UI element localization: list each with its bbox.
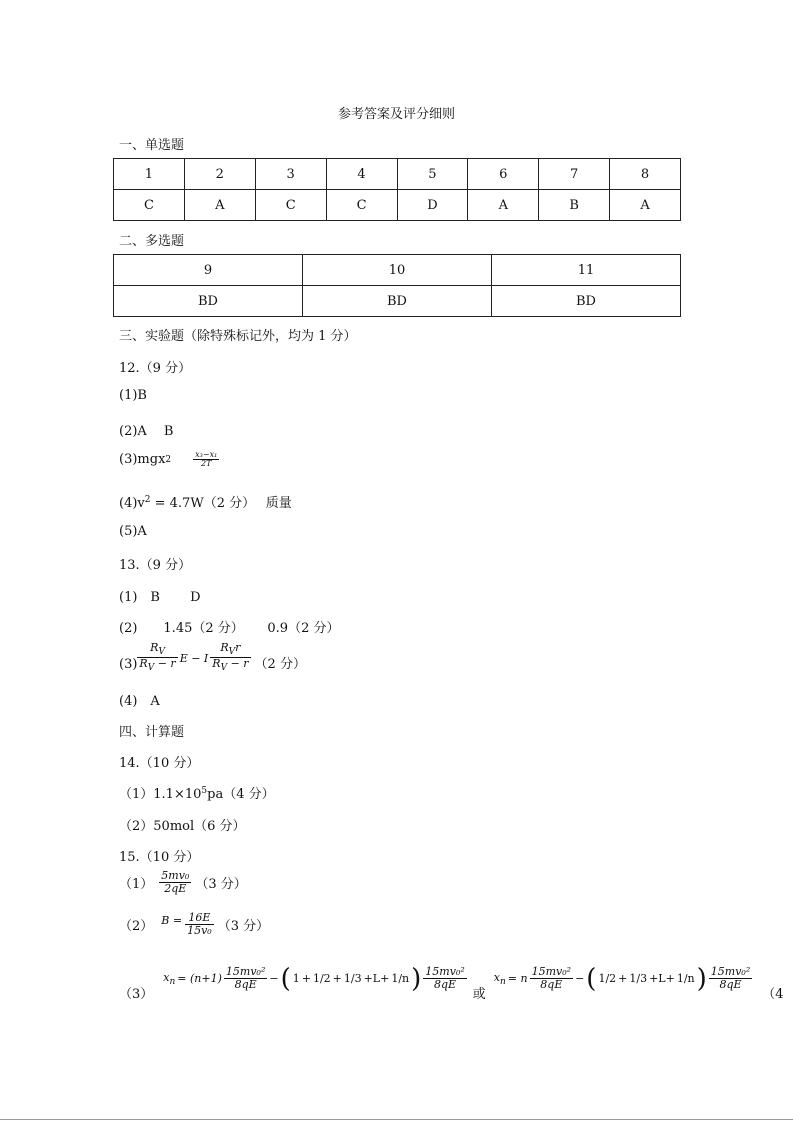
table-cell: BD [492,286,681,317]
fraction-numerator: x₃−x₁ [195,450,218,459]
lhs-text: x [163,970,170,984]
eq2-minus: − [575,972,585,985]
eq1-series: + [301,972,311,985]
table-cell: BD [114,286,303,317]
q13-a3-fraction-2 [210,642,250,674]
fraction-denominator [137,658,177,673]
q15-a2-fraction [185,912,214,936]
table-cell: C [255,190,326,221]
eq1-series: 1/2 [312,972,331,985]
q12-answer-2: (2)A B [119,424,174,439]
table-cell: 8 [610,159,681,190]
table-cell: 4 [326,159,397,190]
eq1-fraction [224,966,267,990]
table-cell: 1 [114,159,185,190]
q15-a3-equation-1 [163,964,466,994]
fraction-numerator [137,642,177,658]
eq2-eq: = n [507,972,528,985]
page-title: 参考答案及评分细则 [337,107,455,122]
q12-a3-text: (3)mgx [119,452,166,468]
eq1-series: 1/3 [343,972,362,985]
q15-answer-1 [119,870,247,894]
fraction-numerator: 15mv₀² [531,965,572,979]
q12-answer-3 [119,451,219,469]
table-cell: C [326,190,397,221]
left-paren: ( [586,963,597,994]
table-cell: A [184,190,255,221]
q13-heading: 13.（9 分） [119,558,192,573]
q15-a3-equation-2 [494,964,752,994]
q15-a1-score: （3 分） [195,877,247,893]
q12-a4-text: (4)v [119,496,145,511]
q13-a3-fraction-1 [137,642,177,674]
q15-a3-score: （4 [762,987,784,1002]
section-single-choice: 一、单选题 [119,138,185,153]
q15-answer-2 [119,912,269,936]
eq2-series: +L+ [649,972,675,985]
q13-answer-1: (1) B D [119,590,201,605]
numerator-text: R [220,641,229,654]
q14-a1-text: （1）1.1×10 [119,787,202,802]
table-cell: 5 [397,159,468,190]
multi-choice-table [113,254,681,317]
fraction-denominator: 2T [200,459,212,469]
table-cell: 11 [492,255,681,286]
q12-heading: 12.（9 分） [119,361,192,376]
lhs-sub: n [500,976,506,987]
fraction-numerator: 15mv₀² [425,965,465,979]
eq2-fraction-2 [709,966,752,990]
section-multi-choice: 二、多选题 [119,234,185,249]
table-cell: B [539,190,610,221]
q13-answer-4: (4) A [119,694,160,709]
q13-a3-middle: E − I [179,651,209,665]
fraction-numerator: 15mv₀² [225,965,266,979]
eq1-minus: − [269,972,279,985]
fraction-denominator: 2qE [164,881,187,895]
q15-answer-3 [119,955,784,1002]
q12-a4-rest: = 4.7W（2 分） 质量 [150,496,292,511]
denominator-sub: V [147,663,155,674]
denominator-text: R [139,657,148,671]
table-row [114,159,681,190]
q15-a3-or: 或 [472,987,486,1002]
q12-a3-sub: 2 [165,454,172,465]
denominator-rest: − r [154,657,176,671]
section-experiment: 三、实验题（除特殊标记外，均为 1 分） [119,329,357,344]
q14-a1-sup: 5 [201,786,208,796]
table-cell: 3 [255,159,326,190]
table-row [114,286,681,317]
single-choice-table [113,158,681,221]
table-cell: 7 [539,159,610,190]
lhs-text: x [493,970,500,984]
q13-answer-2: (2) 1.45（2 分） 0.9（2 分） [119,621,340,636]
q15-a1-label: （1） [119,877,154,893]
fraction-numerator [210,642,250,658]
fraction-denominator: 15v₀ [187,923,212,937]
numerator-rest: r [235,641,241,654]
q14-a1-rest: pa（4 分） [207,787,275,802]
table-cell: C [114,190,185,221]
denominator-sub: V [220,663,228,674]
right-paren: ) [696,963,707,994]
table-cell: D [397,190,468,221]
q13-answer-3 [119,642,306,674]
q15-a2-score: （3 分） [217,919,270,935]
page-bottom-divider [0,1119,793,1120]
fraction-denominator: 8qE [433,978,457,991]
q15-a3-label: （3） [119,987,154,1002]
eq1-lhs [163,971,175,987]
eq1-series: 1/n [391,972,410,985]
table-row [114,255,681,286]
left-paren: ( [280,963,291,994]
eq2-lhs [494,971,506,987]
eq1-series: 1 [292,972,300,985]
denominator-rest: − r [227,657,249,671]
table-row [114,190,681,221]
table-cell: A [468,190,539,221]
eq1-series: + [332,972,342,985]
numerator-sub: V [228,647,236,657]
q13-a3-score: （2 分） [254,656,306,672]
fraction-denominator: 8qE [234,978,257,991]
fraction-numerator: 15mv₀² [710,965,751,979]
fraction-numerator: 5mv₀ [161,869,190,882]
table-cell: 10 [303,255,492,286]
table-cell: 9 [114,255,303,286]
q14-answer-1 [119,783,275,802]
q12-a4-sup: 2 [144,495,151,505]
fraction-denominator: 8qE [719,978,742,991]
table-cell: BD [303,286,492,317]
q15-a2-label: （2） [119,919,154,935]
q12-a3-fraction [193,451,219,469]
q12-answer-4 [119,492,292,511]
eq1-series: +L+ [363,972,390,985]
table-cell: A [610,190,681,221]
numerator-text: R [150,641,159,654]
eq2-series: 1/n [676,972,695,985]
numerator-sub: V [158,647,165,657]
q15-a1-fraction [159,870,191,894]
q15-heading: 15.（10 分） [119,850,200,865]
denominator-text: R [212,657,221,671]
table-cell: 6 [468,159,539,190]
eq2-series: + [618,972,628,985]
table-cell: 2 [184,159,255,190]
eq1-eq: = (n+1) [177,972,222,985]
eq1-fraction-2 [423,966,466,990]
fraction-denominator [210,658,250,673]
section-calculation: 四、计算题 [119,725,185,740]
q14-answer-2: （2）50mol（6 分） [119,819,246,834]
lhs-sub: n [169,976,176,987]
fraction-denominator: 8qE [540,978,563,991]
q12-answer-1: (1)B [119,388,147,403]
fraction-numerator: 16E [185,912,214,925]
q13-a3-label: (3) [119,656,138,672]
right-paren: ) [411,963,422,994]
eq2-series: 1/2 [598,972,617,985]
q12-answer-5: (5)A [119,524,147,539]
eq2-fraction [530,966,573,990]
eq2-series: 1/3 [629,972,648,985]
q15-a2-lhs: B = [161,914,183,928]
q14-heading: 14.（10 分） [119,756,200,771]
